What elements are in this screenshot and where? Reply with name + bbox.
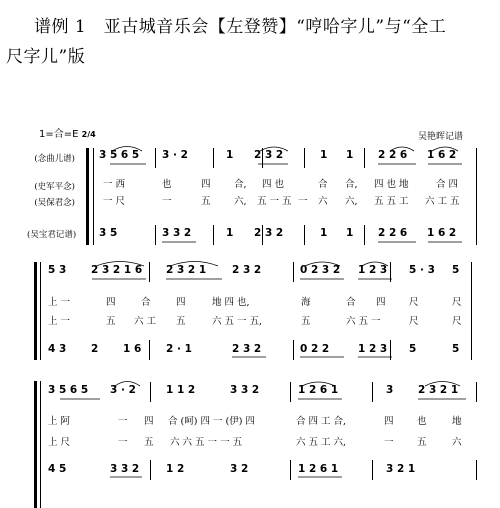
score-notes: 1 2 3 bbox=[358, 264, 388, 276]
page-title: 谱例 1 亚古城音乐会【左登赞】“哼哈字儿”与“全工 bbox=[34, 17, 447, 37]
score-notes: 2 3 2 bbox=[254, 149, 284, 161]
score-notes: 3 bbox=[386, 384, 394, 396]
score-notes: 2 3 2 1 bbox=[166, 264, 207, 276]
lyric-text: 尺 bbox=[452, 297, 462, 308]
score-notes: 3 · 2 bbox=[110, 384, 136, 396]
score-notes: 1 6 2 bbox=[427, 149, 457, 161]
score-notes: 1 bbox=[320, 227, 328, 239]
lyric-text: 一 bbox=[118, 416, 128, 427]
score-notes: 2 3 2 1 bbox=[418, 384, 459, 396]
lyric-text: 四 bbox=[201, 179, 211, 190]
lyric-text: 地 bbox=[452, 416, 462, 427]
lyric-text: 一 bbox=[298, 196, 308, 207]
lyric-text: 合 四 工 合, bbox=[296, 416, 347, 427]
lyric-text: 也 bbox=[162, 179, 172, 190]
score-notes: 3 3 2 bbox=[110, 463, 140, 475]
lyric-text: 合 bbox=[141, 297, 151, 308]
score-notes: 1 bbox=[226, 227, 234, 239]
score-notes: 0 2 2 bbox=[300, 343, 330, 355]
score-notes: 3 2 bbox=[230, 463, 249, 475]
lyric-text: 六 bbox=[318, 196, 328, 207]
score-notes: 1 6 bbox=[123, 343, 142, 355]
lyric-text: 合 bbox=[318, 179, 328, 190]
lyric-text: 尺 bbox=[409, 297, 419, 308]
part-label-wu: (吴保君念) bbox=[34, 198, 75, 208]
lyric-text: 四 bbox=[376, 297, 386, 308]
lyric-text: 四 bbox=[144, 416, 154, 427]
lyric-text: 也 bbox=[417, 416, 427, 427]
lyric-text: 六 五 一 bbox=[346, 316, 381, 327]
lyric-text: 五 一 五 bbox=[257, 196, 292, 207]
score-notes: 1 1 2 bbox=[166, 384, 196, 396]
lyric-text: 六 工 五 bbox=[425, 196, 460, 207]
score-notes: 1 2 3 bbox=[358, 343, 388, 355]
score-notes: 3 3 2 bbox=[162, 227, 192, 239]
lyric-text: 合 (呵) 四 一 (伊) 四 bbox=[168, 416, 255, 427]
score-notes: 5 bbox=[452, 264, 460, 276]
time-signature: 2/4 bbox=[81, 130, 96, 139]
lyric-text: 四 bbox=[384, 416, 394, 427]
score-notes: 4 3 bbox=[48, 343, 67, 355]
key-signature-text: 1=合=E bbox=[39, 129, 79, 140]
lyric-text: 六, bbox=[234, 196, 247, 207]
score-notes: 5 · 3 bbox=[409, 264, 435, 276]
score-notes: 2 2 6 bbox=[378, 227, 408, 239]
lyric-text: 四 也 地 bbox=[374, 179, 409, 190]
score-notes: 2 3 2 1 6 bbox=[91, 264, 143, 276]
score-notes: 2 · 1 bbox=[166, 343, 192, 355]
lyric-text: 四 bbox=[106, 297, 116, 308]
lyric-text: 一 西 bbox=[103, 179, 126, 190]
score-notes: 4 5 bbox=[48, 463, 67, 475]
lyric-text: 五 bbox=[176, 316, 186, 327]
score-notes: 2 3 2 bbox=[232, 343, 262, 355]
score-notes: 3 2 1 bbox=[386, 463, 416, 475]
transcriber-credit: 吴艳晖记谱 bbox=[418, 132, 464, 142]
lyric-text: 上 一 bbox=[48, 316, 71, 327]
lyric-text: 六 五 工 六, bbox=[296, 437, 347, 448]
score-notes: 1 2 bbox=[166, 463, 185, 475]
lyric-text: 五 bbox=[201, 196, 211, 207]
score-notes: 5 bbox=[452, 343, 460, 355]
lyric-text: 五 bbox=[301, 316, 311, 327]
score-notes: 2 bbox=[91, 343, 99, 355]
lyric-text: 六, bbox=[345, 196, 358, 207]
lyric-text: 四 bbox=[176, 297, 186, 308]
part-label-shi: (史军平念) bbox=[34, 182, 75, 192]
score-notes: 3 5 6 5 bbox=[99, 149, 140, 161]
score-notes: 3 · 2 bbox=[162, 149, 188, 161]
lyric-text: 尺 bbox=[452, 316, 462, 327]
lyric-text: 六 六 五 一 一 五 bbox=[170, 437, 243, 448]
lyric-text: 五 bbox=[417, 437, 427, 448]
lyric-text: 上 尺 bbox=[48, 437, 71, 448]
score-notes: 1 bbox=[320, 149, 328, 161]
score-notes: 1 6 2 bbox=[427, 227, 457, 239]
lyric-text: 上 一 bbox=[48, 297, 71, 308]
lyric-text: 尺 bbox=[409, 316, 419, 327]
lyric-text: 四 也 bbox=[262, 179, 285, 190]
score-notes: 5 3 bbox=[48, 264, 67, 276]
lyric-text: 五 五 工 bbox=[374, 196, 409, 207]
lyric-text: 合 四 bbox=[436, 179, 459, 190]
score-notes: 1 bbox=[226, 149, 234, 161]
lyric-text: 合, bbox=[345, 179, 358, 190]
page-title-continued: 尺字儿”版 bbox=[6, 47, 86, 67]
score-notes: 3 5 6 5 bbox=[48, 384, 89, 396]
lyric-text: 五 bbox=[144, 437, 154, 448]
score-notes: 2 2 6 bbox=[378, 149, 408, 161]
score-notes: 3 5 bbox=[99, 227, 118, 239]
lyric-text: 六 bbox=[452, 437, 462, 448]
lyric-text: 一 bbox=[118, 437, 128, 448]
score-notes: 1 2 6 1 bbox=[298, 384, 339, 396]
lyric-text: 合, bbox=[234, 179, 247, 190]
lyric-text: 上 阿 bbox=[48, 416, 71, 427]
lyric-text: 合 bbox=[346, 297, 356, 308]
part-label-nianqu: (念曲儿谱) bbox=[34, 154, 75, 164]
lyric-text: 六 五 一 五, bbox=[212, 316, 263, 327]
score-notes: 2 3 2 bbox=[254, 227, 284, 239]
lyric-text: 一 bbox=[162, 196, 172, 207]
score-notes: 5 bbox=[409, 343, 417, 355]
lyric-text: 五 bbox=[106, 316, 116, 327]
score-notes: 1 bbox=[346, 149, 354, 161]
score-notes: 0 2 3 2 bbox=[300, 264, 341, 276]
lyric-text: 一 bbox=[384, 437, 394, 448]
score-notes: 1 2 6 1 bbox=[298, 463, 339, 475]
score-notes: 1 bbox=[346, 227, 354, 239]
lyric-text: 地 四 也, bbox=[212, 297, 250, 308]
lyric-text: 海 bbox=[301, 297, 311, 308]
lyric-text: 六 工 bbox=[134, 316, 157, 327]
part-label-jipu: (吴宝君记谱) bbox=[27, 230, 77, 240]
score-notes: 2 3 2 bbox=[232, 264, 262, 276]
score-notes: 3 3 2 bbox=[230, 384, 260, 396]
lyric-text: 一 尺 bbox=[103, 196, 126, 207]
